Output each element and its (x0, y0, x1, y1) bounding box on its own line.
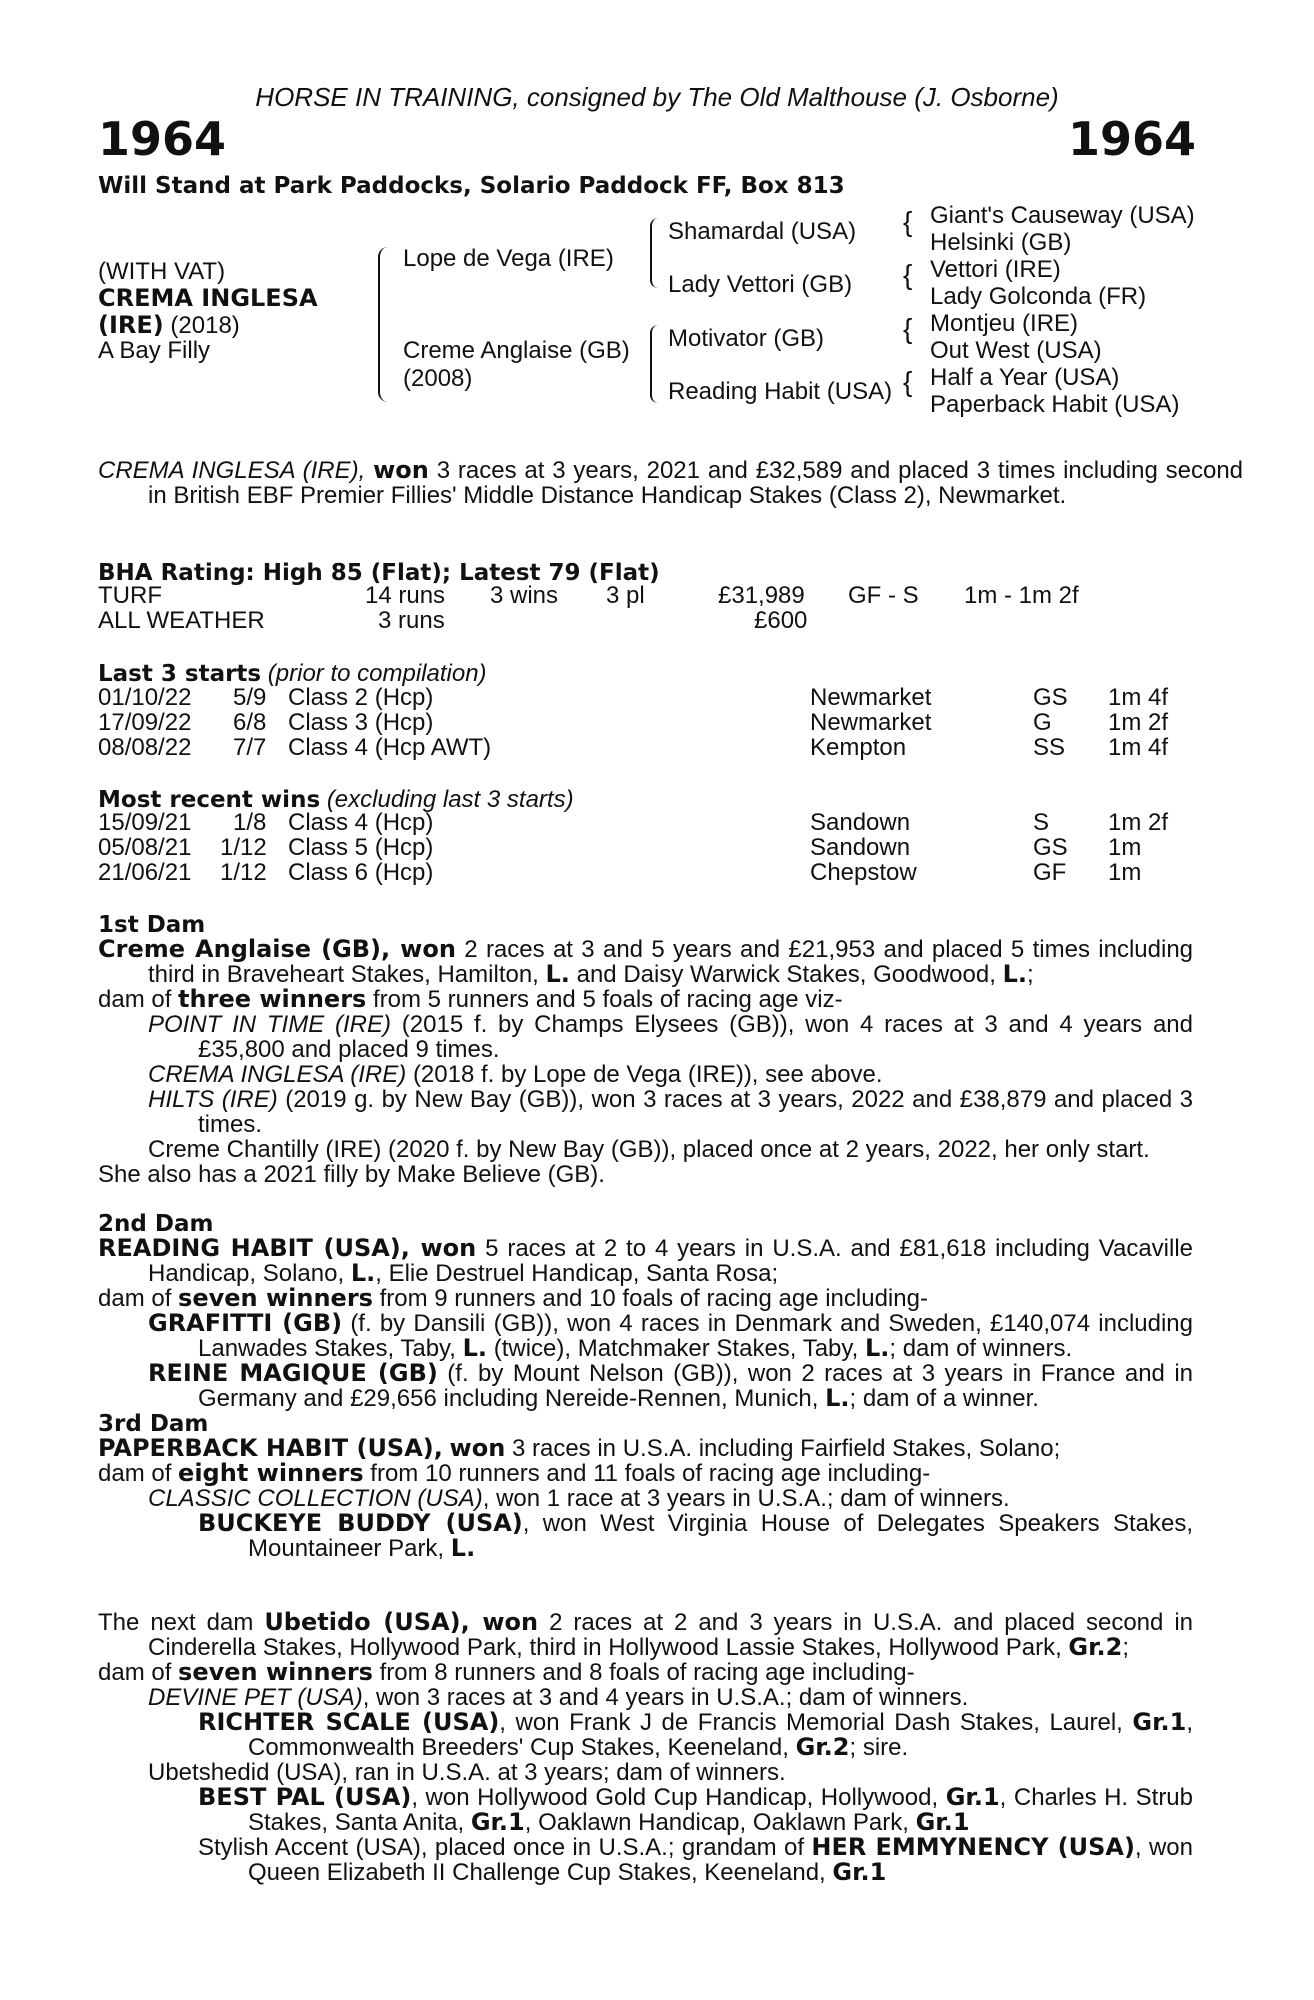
pedigree-sire: Lope de Vega (IRE) (403, 245, 614, 272)
dam1-text-b: and Daisy Warwick Stakes, Goodwood, (576, 961, 996, 988)
pedigree-g2-3: Motivator (GB) (668, 325, 825, 352)
pedigree-brace-2b (650, 325, 658, 403)
last3-note: (prior to compilation) (267, 660, 487, 687)
offspring-name: REINE MAGIQUE (GB) (148, 1359, 438, 1387)
grade-marker: Gr.1 (470, 1808, 525, 1836)
text: dam of (98, 1285, 172, 1312)
pedigree-g3-7: Half a Year (USA) (930, 364, 1120, 391)
table-row (98, 710, 1198, 735)
rating-runs: 14 runs (365, 582, 446, 609)
pedigree-g2-1: Shamardal (USA) (668, 218, 857, 245)
pedigree-g3-4: Lady Golconda (FR) (930, 283, 1147, 310)
row-class: Class 5 (Hcp) (288, 834, 434, 861)
horse-country: (IRE) (98, 311, 164, 339)
row-position: 6/8 (233, 709, 267, 736)
text: dam of (98, 1460, 172, 1487)
offspring-text: ; sire. (849, 1734, 909, 1761)
pedigree-bracket-4: { (903, 366, 913, 397)
offspring-text: , Oaklawn Handicap, Oaklawn Park, (524, 1809, 909, 1836)
dam1-title: 1st Dam (98, 912, 206, 938)
row-course: Newmarket (810, 709, 932, 736)
pedigree-dam: Creme Anglaise (GB) (403, 337, 630, 364)
rating-wins: 3 wins (490, 582, 559, 609)
offspring-name: CLASSIC COLLECTION (USA) (148, 1485, 483, 1512)
offspring-name: GRAFITTI (GB) (148, 1309, 343, 1337)
row-distance: 1m (1108, 834, 1142, 861)
dam3-won: won (449, 1434, 506, 1462)
list-item (198, 1511, 1193, 1561)
pedigree-g2-2: Lady Vettori (GB) (668, 271, 853, 298)
recent-title: Most recent wins (98, 787, 321, 813)
pedigree-g2-4: Reading Habit (USA) (668, 378, 893, 405)
winners-count: seven winners (178, 1658, 373, 1686)
pedigree-g3-1: Giant's Causeway (USA) (930, 202, 1195, 229)
row-going: GS (1033, 684, 1068, 711)
rating-distance: 1m - 1m 2f (964, 582, 1079, 609)
rating-going: GF - S (848, 582, 919, 609)
text: from 5 runners and 5 foals of racing age viz- (373, 986, 843, 1013)
pedigree-g3-5: Montjeu (IRE) (930, 310, 1079, 337)
listed-marker: L. (545, 960, 570, 988)
table-row (98, 835, 1198, 860)
grade-marker: Gr.1 (1132, 1708, 1187, 1736)
row-position: 7/7 (233, 734, 267, 761)
rating-row-aw (98, 608, 1198, 633)
list-item (148, 1685, 1193, 1710)
dam3-produce (98, 1461, 1193, 1486)
row-date: 08/08/22 (98, 734, 192, 761)
list-item (148, 1361, 1193, 1411)
offspring-text: , Commonwealth Breeders' Cup Stakes, Keeneland, (248, 1709, 1194, 1761)
offspring-name: BEST PAL (USA) (198, 1783, 412, 1811)
pedigree-brace-1 (378, 247, 388, 402)
offspring-text: Stylish Accent (USA), placed once in U.S.A.; grandam of (198, 1834, 805, 1861)
rating-surface: TURF (98, 582, 162, 609)
winners-count: eight winners (178, 1459, 364, 1487)
row-course: Sandown (810, 809, 911, 836)
row-position: 1/8 (233, 809, 267, 836)
offspring-text: , won 1 race at 3 years in U.S.A.; dam of winners. (482, 1485, 1010, 1512)
listed-marker: L. (450, 1534, 476, 1562)
row-course: Sandown (810, 834, 911, 861)
offspring-text: , won West Virginia House of Delegates Speakers Stakes, Mountaineer Park, (248, 1510, 1193, 1562)
next-dam-produce (98, 1660, 1193, 1685)
row-course: Chepstow (810, 859, 917, 886)
offspring-text: (f. by Dansili (GB)), won 4 races in Denmark and Sweden, £140,074 including Lanwades Stakes, Taby, (198, 1310, 1193, 1362)
list-item (148, 1087, 1193, 1137)
dam2-text-a: 5 races at 2 to 4 years in U.S.A. and £81,618 including Vacaville Handicap, Solano, (148, 1235, 1194, 1287)
rating-prize: £31,989 (718, 582, 805, 609)
offspring-text: (f. by Mount Nelson (GB)), won 2 races at 3 years in France and in Germany and £29,656 including Nereide-Rennen, Munich, (198, 1360, 1194, 1412)
offspring-text: ; dam of a winner. (849, 1385, 1039, 1412)
table-row (98, 860, 1198, 885)
rating-runs: 3 runs (378, 607, 445, 634)
grade-marker: Gr.2 (1068, 1633, 1123, 1661)
row-going: GF (1033, 859, 1067, 886)
dam3-title: 3rd Dam (98, 1411, 209, 1437)
row-date: 05/08/21 (98, 834, 192, 861)
row-date: 17/09/22 (98, 709, 192, 736)
winners-count: seven winners (178, 1284, 373, 1312)
offspring-text: , won Frank J de Francis Memorial Dash Stakes, Laurel, (499, 1709, 1123, 1736)
row-course: Kempton (810, 734, 907, 761)
horse-name: CREMA INGLESA (98, 284, 318, 312)
offspring-text: (twice), Matchmaker Stakes, Taby, (493, 1335, 859, 1362)
vat-note: (WITH VAT) (98, 258, 226, 285)
text: The next dam (98, 1609, 254, 1636)
row-class: Class 3 (Hcp) (288, 709, 434, 736)
row-class: Class 4 (Hcp AWT) (288, 734, 492, 761)
row-distance: 1m 2f (1108, 709, 1169, 736)
offspring-text: ; dam of winners. (889, 1335, 1073, 1362)
offspring-text: , won 3 races at 3 and 4 years in U.S.A.; dam of winners. (362, 1684, 969, 1711)
list-item (198, 1835, 1193, 1885)
row-class: Class 6 (Hcp) (288, 859, 434, 886)
last3-title: Last 3 starts (98, 661, 262, 687)
row-date: 01/10/22 (98, 684, 192, 711)
horse-year: (2018) (170, 312, 240, 339)
listed-marker: L. (864, 1334, 890, 1362)
listed-marker: L. (350, 1259, 376, 1287)
list-item (148, 1137, 1193, 1162)
next-dam-para: The next dam Ubetido (USA), won 2 races at 2 and 3 years in U.S.A. and placed second in Cinderella Stakes, Hollywood Park, third in Hollywood Lassie Stakes, Hollywood Park, Gr.2; (98, 1608, 1194, 1661)
offspring-name: DEVINE PET (USA) (148, 1684, 363, 1711)
listed-marker: L. (1002, 960, 1027, 988)
dam2-name: READING HABIT (USA), won (98, 1234, 477, 1262)
row-date: 21/06/21 (98, 859, 192, 886)
offspring-text: (2015 f. by Champs Elysees (GB)), won 4 races at 3 and 4 years and £35,800 and placed 9 times. (198, 1011, 1193, 1063)
row-distance: 1m 4f (1108, 684, 1169, 711)
row-distance: 1m 2f (1108, 809, 1169, 836)
pedigree-bracket-1: { (903, 206, 913, 237)
listed-marker: L. (825, 1384, 850, 1412)
rating-surface: ALL WEATHER (98, 607, 265, 634)
row-position: 1/12 (220, 834, 267, 861)
offspring-text: , won Queen Elizabeth II Challenge Cup Stakes, Keeneland, (248, 1834, 1194, 1886)
lot-number-right: 1964 (1067, 112, 1196, 166)
grade-marker: Gr.1 (945, 1783, 1000, 1811)
offspring-text: (2018 f. by Lope de Vega (IRE)), see above. (412, 1061, 883, 1088)
list-item (198, 1785, 1193, 1835)
dam2-title: 2nd Dam (98, 1211, 214, 1237)
next-dam-name: Ubetido (USA), won (264, 1608, 539, 1636)
offspring-name: BUCKEYE BUDDY (USA) (198, 1509, 523, 1537)
grade-marker: Gr.1 (832, 1858, 887, 1886)
dam2-produce (98, 1286, 1193, 1311)
row-course: Newmarket (810, 684, 932, 711)
text: dam of (98, 986, 172, 1013)
text: from 10 runners and 11 foals of racing age including- (370, 1460, 931, 1487)
dam2-text-b: , Elie Destruel Handicap, Santa Rosa; (375, 1260, 779, 1287)
grade-marker: Gr.1 (915, 1808, 970, 1836)
horse-description: A Bay Filly (98, 337, 211, 364)
text: 2 races at 2 and 3 years in U.S.A. and placed second in Cinderella Stakes, Hollywood Park, third in Hollywood Lassie Stakes, Hollywood Park, (148, 1609, 1194, 1661)
row-going: G (1033, 709, 1052, 736)
list-item (148, 1012, 1193, 1062)
recent-note: (excluding last 3 starts) (326, 786, 574, 813)
offspring-text: , Charles H. Strub Stakes, Santa Anita, (248, 1784, 1194, 1836)
offspring-text: She also has a 2021 filly by Make Believe (GB). (98, 1161, 605, 1188)
offspring-name: POINT IN TIME (IRE) (148, 1011, 391, 1038)
row-position: 5/9 (233, 684, 267, 711)
dam3-name: PAPERBACK HABIT (USA), (98, 1434, 443, 1462)
offspring-text: , won Hollywood Gold Cup Handicap, Hollywood, (411, 1784, 939, 1811)
offspring-text: (2019 g. by New Bay (GB)), won 3 races at 3 years, 2022 and £38,879 and placed 3 times. (198, 1086, 1194, 1138)
row-class: Class 2 (Hcp) (288, 684, 434, 711)
stand-location: Will Stand at Park Paddocks, Solario Paddock FF, Box 813 (98, 173, 845, 199)
offspring-text: Ubetshedid (USA), ran in U.S.A. at 3 years; dam of winners. (148, 1759, 786, 1786)
offspring-name: HER EMMYNENCY (USA) (811, 1833, 1135, 1861)
dam1-name: Creme Anglaise (GB), won (98, 935, 456, 963)
row-date: 15/09/21 (98, 809, 192, 836)
row-going: SS (1033, 734, 1066, 761)
row-class: Class 4 (Hcp) (288, 809, 434, 836)
summary-won: won (373, 456, 429, 484)
rating-title: BHA Rating: High 85 (Flat); Latest 79 (Flat) (98, 560, 660, 586)
dam1-para (98, 937, 1193, 987)
dam1-note (98, 1162, 1193, 1187)
dam1-produce (98, 987, 1193, 1012)
table-row (98, 735, 1198, 760)
race-summary (98, 458, 1243, 508)
list-item (148, 1486, 1193, 1511)
text: from 8 runners and 8 foals of racing age including- (379, 1659, 915, 1686)
pedigree-g3-2: Helsinki (GB) (930, 229, 1072, 256)
rating-prize: £600 (754, 607, 808, 634)
text: dam of (98, 1659, 172, 1686)
table-row (98, 810, 1198, 835)
row-position: 1/12 (220, 859, 267, 886)
row-distance: 1m (1108, 859, 1142, 886)
pedigree-g3-6: Out West (USA) (930, 337, 1102, 364)
row-distance: 1m 4f (1108, 734, 1169, 761)
rating-placed: 3 pl (606, 582, 645, 609)
summary-text: 3 races at 3 years, 2021 and £32,589 and placed 3 times including second in British EBF Premier Fillies' Middle Distance Handicap Stakes (Class 2), Newmarket. (148, 457, 1244, 509)
row-going: S (1033, 809, 1050, 836)
list-item (148, 1311, 1193, 1361)
consignor-line: HORSE IN TRAINING, consigned by The Old Malthouse (J. Osborne) (255, 82, 1059, 112)
offspring-text: Creme Chantilly (IRE) (2020 f. by New Bay (GB)), placed once at 2 years, 2022, her only start. (148, 1136, 1150, 1163)
offspring-name: HILTS (IRE) (148, 1086, 278, 1113)
pedigree-bracket-3: { (903, 313, 913, 344)
list-item (148, 1760, 1193, 1785)
pedigree-dam-year: (2008) (403, 365, 473, 392)
summary-horse: CREMA INGLESA (IRE), (98, 457, 366, 484)
dam3-text: 3 races in U.S.A. including Fairfield Stakes, Solano; (511, 1435, 1061, 1462)
rating-row-turf (98, 583, 1198, 608)
grade-marker: Gr.2 (795, 1733, 850, 1761)
listed-marker: L. (462, 1334, 488, 1362)
row-going: GS (1033, 834, 1068, 861)
dam3-para (98, 1436, 1193, 1461)
pedigree-brace-2a (650, 218, 658, 288)
dam2-para (98, 1236, 1193, 1286)
lot-number-left: 1964 (98, 112, 227, 166)
pedigree-g3-8: Paperback Habit (USA) (930, 391, 1180, 418)
offspring-name: RICHTER SCALE (USA) (198, 1708, 500, 1736)
pedigree-bracket-2: { (903, 259, 913, 290)
list-item (198, 1710, 1193, 1760)
table-row (98, 685, 1198, 710)
winners-count: three winners (178, 985, 367, 1013)
dam1-text-a: 2 races at 3 and 5 years and £21,953 and placed 5 times including third in Braveheart Stakes, Hamilton, (148, 936, 1194, 988)
text: from 9 runners and 10 foals of racing age including- (379, 1285, 928, 1312)
dam1-text-c: ; (1027, 961, 1034, 988)
pedigree-g3-3: Vettori (IRE) (930, 256, 1061, 283)
list-item (148, 1062, 1143, 1087)
offspring-name: CREMA INGLESA (IRE) (148, 1061, 407, 1088)
